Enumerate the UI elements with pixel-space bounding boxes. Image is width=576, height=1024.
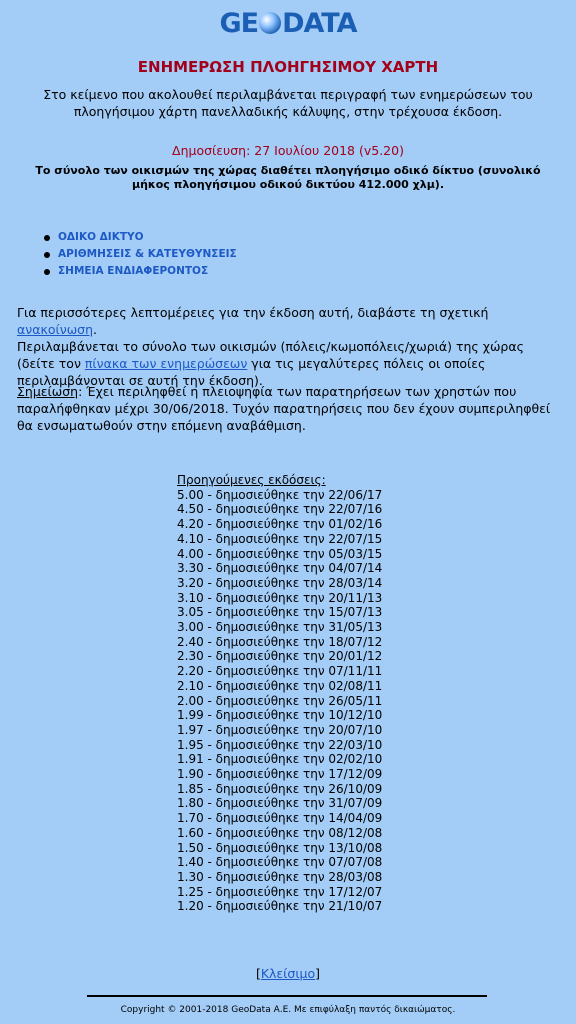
details-paragraph: [17, 304, 562, 338]
previous-version-item: 2.40 - δημοσιεύθηκε την 18/07/12: [177, 634, 383, 649]
previous-version-item: 1.30 - δημοσιεύθηκε την 28/03/08: [177, 869, 383, 884]
logo-text-right: DATA: [282, 8, 357, 39]
previous-version-item: 1.40 - δημοσιεύθηκε την 07/07/08: [177, 855, 383, 870]
logo-text-left: GE: [219, 8, 259, 39]
section-nav: [44, 231, 237, 282]
previous-version-item: 2.20 - δημοσιεύθηκε την 07/11/11: [177, 664, 383, 679]
previous-version-item: 1.97 - δημοσιεύθηκε την 20/07/10: [177, 722, 383, 737]
previous-version-item: 3.30 - δημοσιεύθηκε την 04/07/14: [177, 561, 383, 576]
updates-table-link[interactable]: πίνακα των ενημερώσεων: [84, 356, 248, 371]
previous-version-item: 2.00 - δημοσιεύθηκε την 26/05/11: [177, 693, 383, 708]
previous-version-item: 3.20 - δημοσιεύθηκε την 28/03/14: [177, 575, 383, 590]
publication-date: Δημοσίευση: 27 Ιουλίου 2018 (v5.20): [172, 143, 404, 158]
previous-version-item: 1.60 - δημοσιεύθηκε την 08/12/08: [177, 825, 383, 840]
nav-link-poi[interactable]: ΣΗΜΕΙΑ ΕΝΔΙΑΦΕΡΟΝΤΟΣ: [58, 265, 209, 277]
bullet-icon: [44, 235, 50, 241]
previous-version-item: 3.00 - δημοσιεύθηκε την 31/05/13: [177, 620, 383, 635]
previous-version-item: 1.91 - δημοσιεύθηκε την 02/02/10: [177, 752, 383, 767]
previous-version-item: 2.10 - δημοσιεύθηκε την 02/08/11: [177, 678, 383, 693]
geodata-logo: [0, 8, 576, 39]
bracket-close: ]: [315, 966, 321, 981]
previous-version-item: 1.50 - δημοσιεύθηκε την 13/10/08: [177, 840, 383, 855]
nav-item-road-network: [44, 231, 237, 248]
previous-version-item: 1.90 - δημοσιεύθηκε την 17/12/09: [177, 767, 383, 782]
nav-link-numbering[interactable]: ΑΡΙΘΜΗΣΕΙΣ & ΚΑΤΕΥΘΥΝΣΕΙΣ: [58, 248, 237, 260]
previous-version-item: 1.95 - δημοσιεύθηκε την 22/03/10: [177, 737, 383, 752]
summary-text: Το σύνολο των οικισμών της χώρας διαθέτει πλοηγήσιμο οδικό δίκτυο (συνολικό μήκος πλοηγήσιμου οδικού δικτύου 412.000 χλμ).: [35, 164, 541, 191]
close-area: [0, 966, 576, 981]
bracket-open: [: [255, 966, 261, 981]
page-title: ΕΝΗΜΕΡΩΣΗ ΠΛΟΗΓΗΣΙΜΟΥ ΧΑΡΤΗ: [137, 58, 439, 76]
previous-version-item: 1.80 - δημοσιεύθηκε την 31/07/09: [177, 796, 383, 811]
previous-version-item: 3.10 - δημοσιεύθηκε την 20/11/13: [177, 590, 383, 605]
footer-divider: [87, 995, 487, 997]
bullet-icon: [44, 269, 50, 275]
previous-version-item: 4.50 - δημοσιεύθηκε την 22/07/16: [177, 502, 383, 517]
previous-versions-header: Προηγούμενες εκδόσεις:: [177, 473, 326, 487]
nav-item-numbering: [44, 248, 237, 265]
previous-version-item: 1.25 - δημοσιεύθηκε την 17/12/07: [177, 884, 383, 899]
globe-icon: [259, 12, 281, 34]
note-text: : Έχει περιληφθεί η πλειοψηφία των παρατηρήσεων των χρηστών που παραλήφθηκαν μέχρι 30/06/2018. Τυχόν παρατηρήσεις που δεν έχουν συμπεριληφθεί θα ενσωματωθούν στην επόμενη αναβάθμιση.: [17, 384, 551, 433]
close-link[interactable]: Κλείσιμο: [260, 966, 316, 981]
note-label: Σημείωση: [17, 384, 79, 399]
previous-version-item: 4.00 - δημοσιεύθηκε την 05/03/15: [177, 546, 383, 561]
previous-version-item: 4.20 - δημοσιεύθηκε την 01/02/16: [177, 517, 383, 532]
note-paragraph: [17, 383, 562, 434]
previous-versions: [177, 473, 382, 914]
intro-text: Στο κείμενο που ακολουθεί περιλαμβάνεται περιγραφή των ενημερώσεων του πλοηγήσιμου χάρτη πανελλαδικής κάλυψης, στην τρέχουσα έκδοση.: [43, 87, 533, 119]
details-text: Για περισσότερες λεπτομέρειες για την έκδοση αυτή, διαβάστε τη σχετική: [17, 305, 489, 320]
settlements-end: για τις μεγαλύτερες πόλεις οι οποίες περιλαμβάνονται σε αυτή την έκδοση).: [17, 356, 486, 388]
previous-version-item: 4.10 - δημοσιεύθηκε την 22/07/15: [177, 531, 383, 546]
previous-version-item: 1.70 - δημοσιεύθηκε την 14/04/09: [177, 811, 383, 826]
previous-versions-list: [177, 488, 382, 914]
bullet-icon: [44, 252, 50, 258]
copyright-text: Copyright © 2001-2018 GeoData Α.Ε. Με επιφύλαξη παντός δικαιώματος.: [120, 1005, 456, 1015]
previous-version-item: 5.00 - δημοσιεύθηκε την 22/06/17: [177, 487, 383, 502]
details-end: .: [93, 322, 97, 337]
nav-link-road-network[interactable]: ΟΔΙΚΟ ΔΙΚΤΥΟ: [58, 231, 144, 243]
previous-version-item: 2.30 - δημοσιεύθηκε την 20/01/12: [177, 649, 383, 664]
previous-version-item: 1.99 - δημοσιεύθηκε την 10/12/10: [177, 708, 383, 723]
nav-item-poi: [44, 265, 237, 282]
settlements-text: Περιλαμβάνεται το σύνολο των οικισμών (πόλεις/κωμοπόλεις/χωριά) της χώρας (δείτε τον: [17, 339, 524, 371]
previous-version-item: 1.20 - δημοσιεύθηκε την 21/10/07: [177, 899, 383, 914]
previous-version-item: 1.85 - δημοσιεύθηκε την 26/10/09: [177, 781, 383, 796]
settlements-paragraph: [17, 338, 562, 389]
previous-version-item: 3.05 - δημοσιεύθηκε την 15/07/13: [177, 605, 383, 620]
announcement-link[interactable]: ανακοίνωση: [17, 322, 94, 337]
